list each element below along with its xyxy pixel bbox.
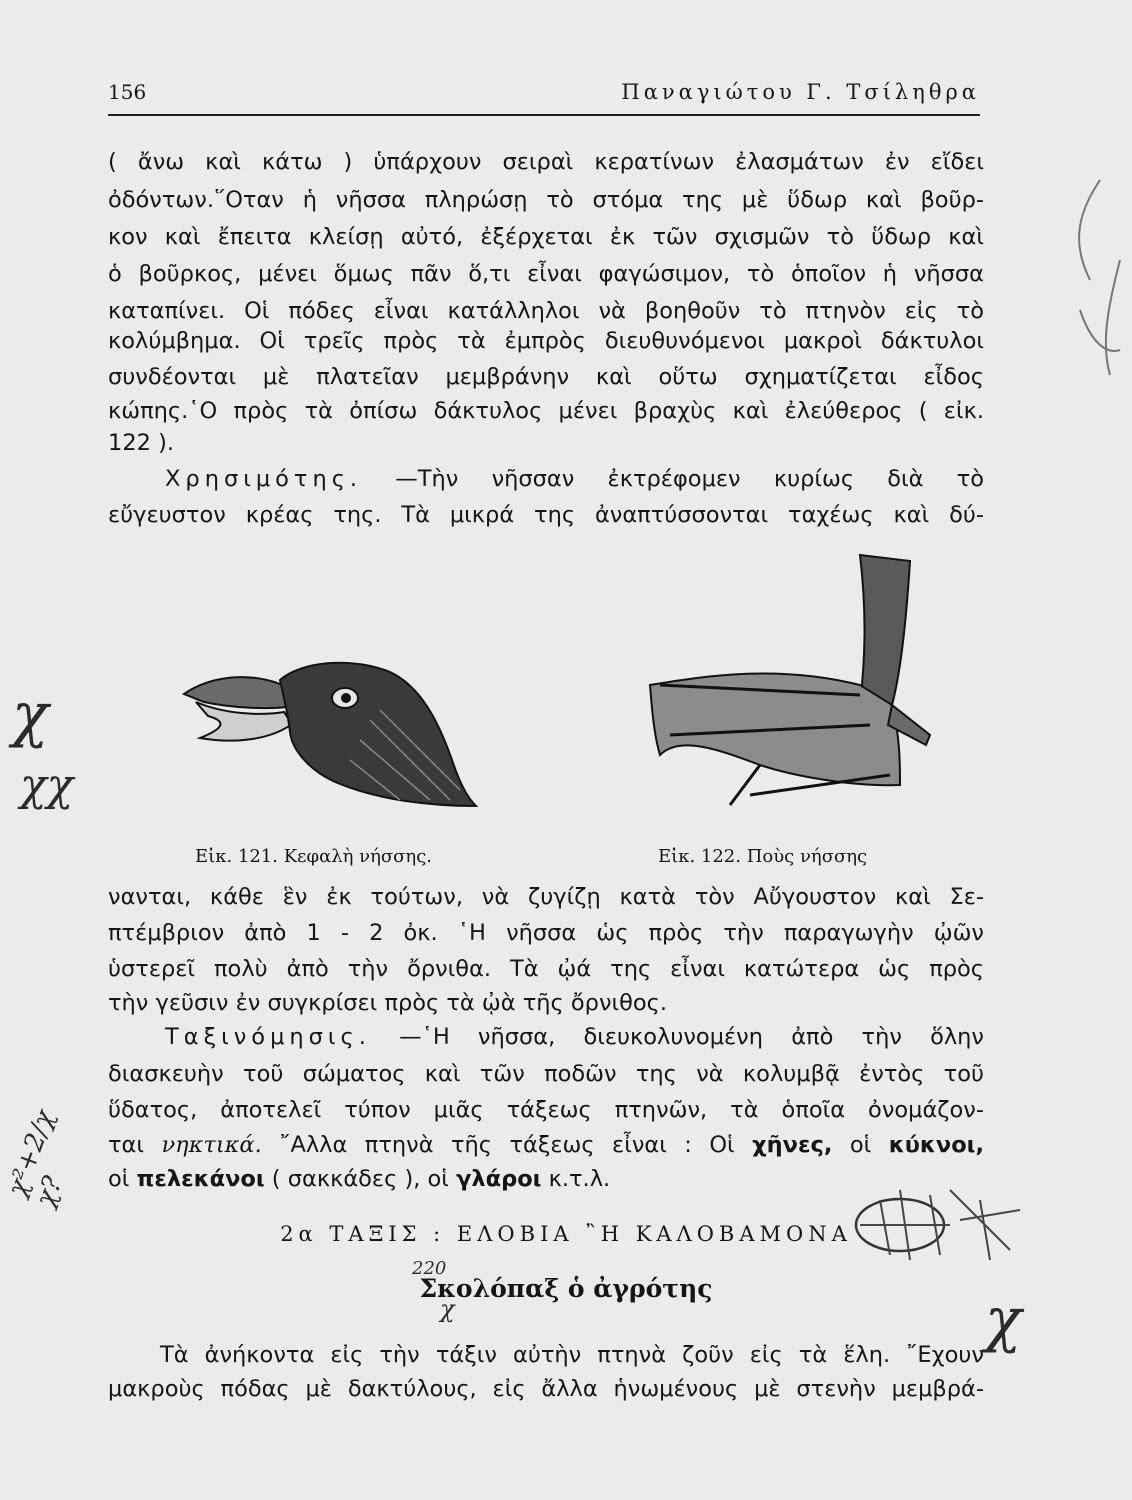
text-line: ὑστερεῖ πολὺ ἀπὸ τὴν ὄρνιθα. Τὰ ᾠά της εἶναι κατώτερα ὡς πρὸς	[108, 956, 984, 982]
classification-text: —῾Η νῆσσα, διευκολυνομένη ἀπὸ τὴν ὅλην	[399, 1024, 984, 1050]
text-line: 122 ).	[108, 430, 175, 456]
usefulness-text: —Τὴν νῆσσαν ἐκτρέφομεν κυρίως διὰ τὸ	[395, 466, 984, 492]
fig121-caption: Εἰκ. 121. Κεφαλὴ νήσσης.	[195, 846, 433, 867]
text-line: νανται, κάθε ἓν ἐκ τούτων, νὰ ζυγίζῃ κατὰ τὸν Αὔγουστον καὶ Σε-	[108, 884, 984, 910]
classification-heading: Ταξινόμησις.	[165, 1024, 371, 1050]
fig122-caption: Εἰκ. 122. Ποὺς νήσσης	[658, 846, 868, 867]
text-line: Τὰ ἀνήκοντα εἰς τὴν τάξιν αὐτὴν πτηνὰ ζοῦν εἰς τὰ ἕλη. ῎Εχουν	[160, 1342, 984, 1368]
text-line: κώπης.῾Ο πρὸς τὰ ὀπίσω δάκτυλος μένει βραχὺς καὶ ἐλεύθερος ( εἰκ.	[108, 398, 984, 424]
pencil-scribble-margin	[1060, 170, 1130, 380]
text-line: διασκευὴν τοῦ σώματος καὶ τῶν ποδῶν της νὰ κολυμβᾷ ἐντὸς τοῦ	[108, 1061, 984, 1087]
usefulness-heading: Χρησιμότης.	[165, 466, 363, 492]
text-line: μακροὺς πόδας μὲ δακτύλους, εἰς ἄλλα ἡνωμένους μὲ στενὴν μεμβρά-	[108, 1376, 984, 1402]
text-line: καταπίνει. Οἱ πόδες εἶναι κατάλληλοι νὰ βοηθοῦν τὸ πτηνὸν εἰς τὸ	[108, 298, 984, 324]
text-span: οἱ	[832, 1132, 889, 1158]
text-line: εὔγευστον κρέας της. Τὰ μικρά της ἀναπτύσσονται ταχέως καὶ δύ-	[108, 502, 984, 528]
text-line: κολύμβημα. Οἱ τρεῖς πρὸς τὰ ἐμπρὸς διευθυνόμενοι μακροὶ δάκτυλοι	[108, 328, 984, 354]
handwritten-mark: χ	[440, 1295, 455, 1323]
header-rule	[108, 114, 980, 116]
bold-term: γλάροι	[456, 1166, 542, 1192]
text-span: οἱ	[108, 1166, 137, 1192]
section-title: 2α ΤΑΞΙΣ : ΕΛΟΒΙΑ ῍Η ΚΑΛΟΒΑΜΟΝΑ	[280, 1222, 852, 1246]
running-title: Παναγιώτου Γ. Τσίληθρα	[621, 80, 980, 104]
page-header	[108, 78, 980, 108]
handwritten-mark: 220	[412, 1258, 447, 1279]
text-line: κον καὶ ἔπειτα κλείσῃ αὐτό, ἐξέρχεται ἐκ τῶν σχισμῶν τὸ ὕδωρ καὶ	[108, 224, 984, 250]
italic-term: νηκτικά.	[161, 1132, 262, 1158]
handwritten-formula: χ²+2/χ χ?	[2, 1106, 69, 1211]
handwritten-mark: χ	[985, 1285, 1022, 1355]
text-span: ται	[108, 1132, 162, 1158]
classification-line	[165, 1020, 984, 1054]
usefulness-line	[165, 462, 984, 496]
text-line	[108, 1128, 984, 1162]
duck-head-illustration	[180, 650, 480, 810]
subsection-title: Σκολόπαξ ὁ ἀγρότης	[419, 1274, 713, 1303]
text-line: ὕδατος, ἀποτελεῖ τύπον μιᾶς τάξεως πτηνῶν, τὰ ὁποῖα ὀνομάζον-	[108, 1097, 984, 1123]
text-line: τὴν γεῦσιν ἐν συγκρίσει πρὸς τὰ ᾠὰ τῆς ὄρνιθος.	[108, 990, 668, 1016]
bold-term: χῆνες,	[752, 1132, 833, 1158]
pencil-scribble	[840, 1180, 1040, 1270]
text-line: ὁ βοῦρκος, μένει ὅμως πᾶν ὅ,τι εἶναι φαγώσιμον, τὸ ὁποῖον ἡ νῆσσα	[108, 261, 984, 287]
handwritten-mark: χ	[12, 680, 49, 750]
text-line: πτέμβριον ἀπὸ 1 - 2 ὀκ. ῾Η νῆσσα ὡς πρὸς τὴν παραγωγὴν ᾠῶν	[108, 920, 984, 946]
text-line: ( ἄνω καὶ κάτω ) ὑπάρχουν σειραὶ κερατίνων ἐλασμάτων ἐν εἴδει	[108, 149, 984, 175]
bold-term: πελεκάνοι	[136, 1166, 265, 1192]
duck-foot-illustration	[630, 535, 940, 825]
text-span: ( σακκάδες ), οἱ	[264, 1166, 457, 1192]
page-number: 156	[108, 80, 147, 104]
text-span: κ.τ.λ.	[541, 1166, 611, 1192]
handwritten-mark: χχ	[20, 760, 74, 811]
text-line: συνδέονται μὲ πλατεῖαν μεμβράνην καὶ οὕτω σχηματίζεται εἶδος	[108, 364, 984, 390]
text-span: ῎Αλλα πτηνὰ τῆς τάξεως εἶναι : Οἱ	[261, 1132, 753, 1158]
text-line: ὀδόντων.῞Οταν ἡ νῆσσα πληρώσῃ τὸ στόμα της μὲ ὕδωρ καὶ βοῦρ-	[108, 187, 984, 213]
bold-term: κύκνοι,	[888, 1132, 984, 1158]
